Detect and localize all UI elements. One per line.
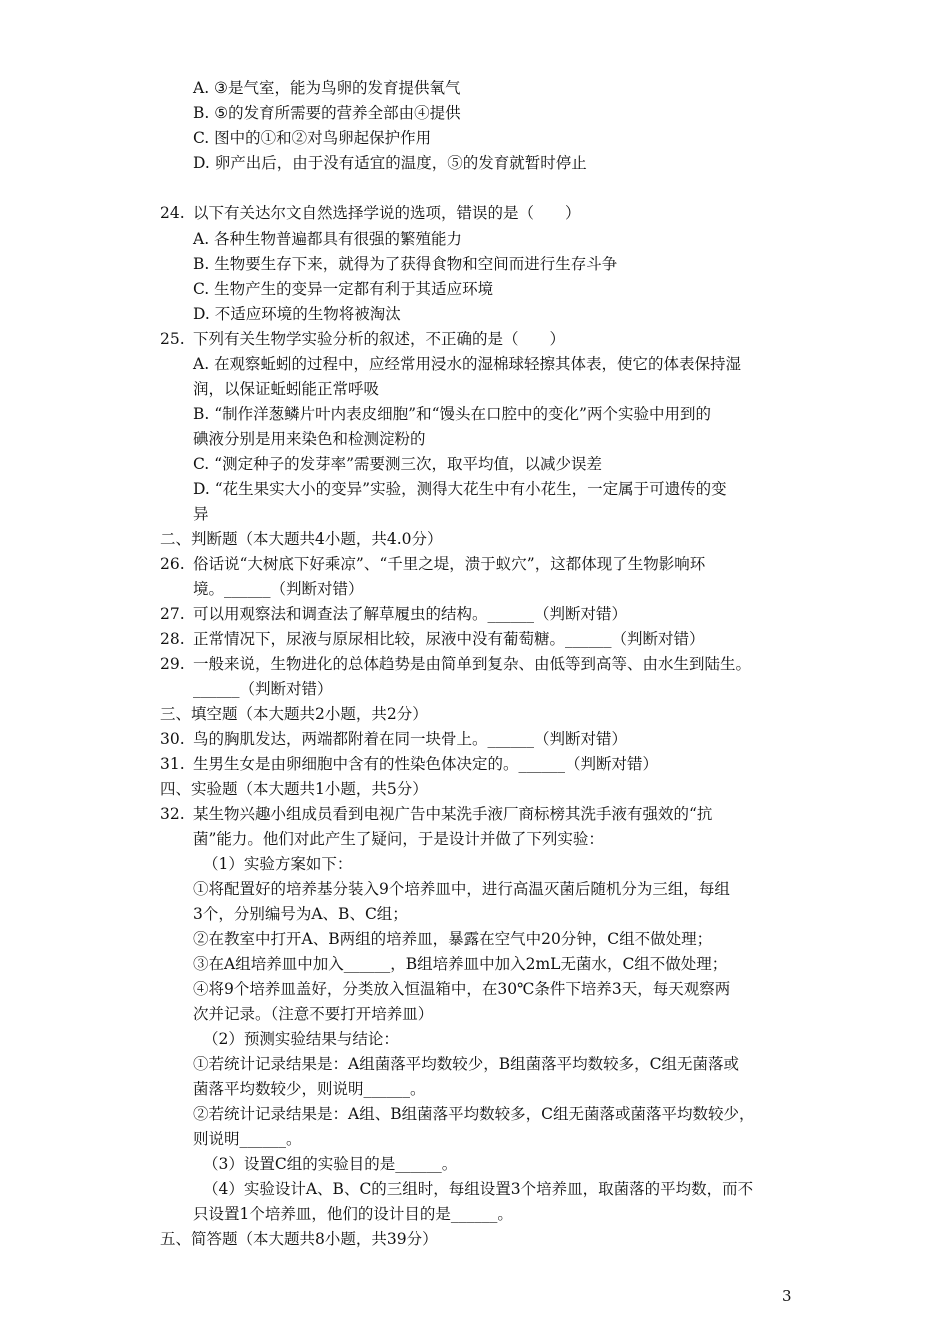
q25-option-d: D. “花生果实大小的变异”实验，测得大花生中有小花生，一定属于可遗传的变	[193, 480, 727, 498]
q24-option-c: C. 生物产生的变异一定都有利于其适应环境	[193, 280, 494, 298]
q32-line: 次并记录。（注意不要打开培养皿）	[193, 1005, 434, 1023]
q24-option-a: A. 各种生物普遍都具有很强的繁殖能力	[193, 230, 463, 248]
q24-number: 24.	[160, 204, 185, 222]
q25-option-a-cont: 润，以保证蚯蚓能正常呼吸	[193, 380, 380, 398]
page-number: 3	[782, 1287, 792, 1305]
section-judgment-heading: 二、判断题（本大题共4小题，共4.0分）	[160, 530, 443, 548]
q23-option-b: B. ⑤的发育所需要的营养全部由④提供	[193, 104, 461, 122]
q26-number: 26.	[160, 555, 185, 573]
q24-option-b: B. 生物要生存下来，就得为了获得食物和空间而进行生存斗争	[193, 255, 618, 273]
q25-option-c: C. “测定种子的发芽率”需要测三次，取平均值，以减少误差	[193, 455, 603, 473]
q29-number: 29.	[160, 655, 185, 673]
q23-option-a: A. ③是气室，能为鸟卵的发育提供氧气	[193, 79, 461, 97]
q25-option-b-cont: 碘液分别是用来染色和检测淀粉的	[193, 430, 426, 448]
q32-line: （1）实验方案如下：	[203, 855, 353, 873]
q29-text: 一般来说，生物进化的总体趋势是由简单到复杂、由低等到高等、由水生到陆生。	[193, 655, 752, 673]
q32-line: （3）设置C组的实验目的是______。	[203, 1155, 458, 1173]
q32-line: （4）实验设计A、B、C的三组时，每组设置3个培养皿，取菌落的平均数，而不	[203, 1180, 754, 1198]
q31-text: 生男生女是由卵细胞中含有的性染色体决定的。______（判断对错）	[193, 755, 659, 773]
q24-option-d: D. 不适应环境的生物将被淘汰	[193, 305, 401, 323]
q26-text: 俗话说“大树底下好乘凉”、“千里之堤，溃于蚁穴”，这都体现了生物影响环	[193, 555, 706, 573]
q25-stem: 下列有关生物学实验分析的叙述，不正确的是（ ）	[193, 330, 566, 348]
q32-line: ③在A组培养皿中加入______，B组培养皿中加入2mL无菌水，C组不做处理；	[193, 955, 728, 973]
q32-line: ②若统计记录结果是：A组、B组菌落平均数较多，C组无菌落或菌落平均数较少，	[193, 1105, 755, 1123]
q30-text: 鸟的胸肌发达，两端都附着在同一块骨上。______（判断对错）	[193, 730, 628, 748]
section-experiment-heading: 四、实验题（本大题共1小题，共5分）	[160, 780, 428, 798]
q31-number: 31.	[160, 755, 185, 773]
q24-stem: 以下有关达尔文自然选择学说的选项，错误的是（ ）	[193, 204, 581, 222]
section-fill-heading: 三、填空题（本大题共2小题，共2分）	[160, 705, 428, 723]
q28-number: 28.	[160, 630, 185, 648]
q32-line: ①若统计记录结果是：A组菌落平均数较少，B组菌落平均数较多，C组无菌落或	[193, 1055, 739, 1073]
q32-line: ④将9个培养皿盖好，分类放入恒温箱中，在30℃条件下培养3天，每天观察两	[193, 980, 731, 998]
q25-option-a: A. 在观察蚯蚓的过程中，应经常用浸水的湿棉球轻擦其体表，使它的体表保持湿	[193, 355, 742, 373]
q30-number: 30.	[160, 730, 185, 748]
q27-text: 可以用观察法和调查法了解草履虫的结构。______（判断对错）	[193, 605, 628, 623]
q32-number: 32.	[160, 805, 185, 823]
q28-text: 正常情况下，尿液与原尿相比较，尿液中没有葡萄糖。______（判断对错）	[193, 630, 705, 648]
q32-line: ②在教室中打开A、B两组的培养皿，暴露在空气中20分钟，C组不做处理；	[193, 930, 713, 948]
q25-option-d-cont: 异	[193, 505, 209, 523]
q32-line: 3个，分别编号为A、B、C组；	[193, 905, 408, 923]
q27-number: 27.	[160, 605, 185, 623]
q26-text-cont: 境。______（判断对错）	[193, 580, 364, 598]
section-short-answer-heading: 五、简答题（本大题共8小题，共39分）	[160, 1230, 438, 1248]
q29-text-cont: ______（判断对错）	[193, 680, 333, 698]
q32-line: 只设置1个培养皿，他们的设计目的是______。	[193, 1205, 513, 1223]
q32-line: ①将配置好的培养基分装入9个培养皿中，进行高温灭菌后随机分为三组，每组	[193, 880, 730, 898]
q32-line: 某生物兴趣小组成员看到电视广告中某洗手液厂商标榜其洗手液有强效的“抗	[193, 805, 713, 823]
q23-option-d: D. 卵产出后，由于没有适宜的温度，⑤的发育就暂时停止	[193, 154, 587, 172]
q23-option-c: C. 图中的①和②对鸟卵起保护作用	[193, 129, 432, 147]
q32-line: （2）预测实验结果与结论：	[203, 1030, 399, 1048]
q32-line: 菌落平均数较少，则说明______。	[193, 1080, 426, 1098]
q25-number: 25.	[160, 330, 185, 348]
q32-line: 则说明______。	[193, 1130, 302, 1148]
q32-line: 菌”能力。他们对此产生了疑问，于是设计并做了下列实验：	[193, 830, 604, 848]
q25-option-b: B. “制作洋葱鳞片叶内表皮细胞”和“馒头在口腔中的变化”两个实验中用到的	[193, 405, 711, 423]
